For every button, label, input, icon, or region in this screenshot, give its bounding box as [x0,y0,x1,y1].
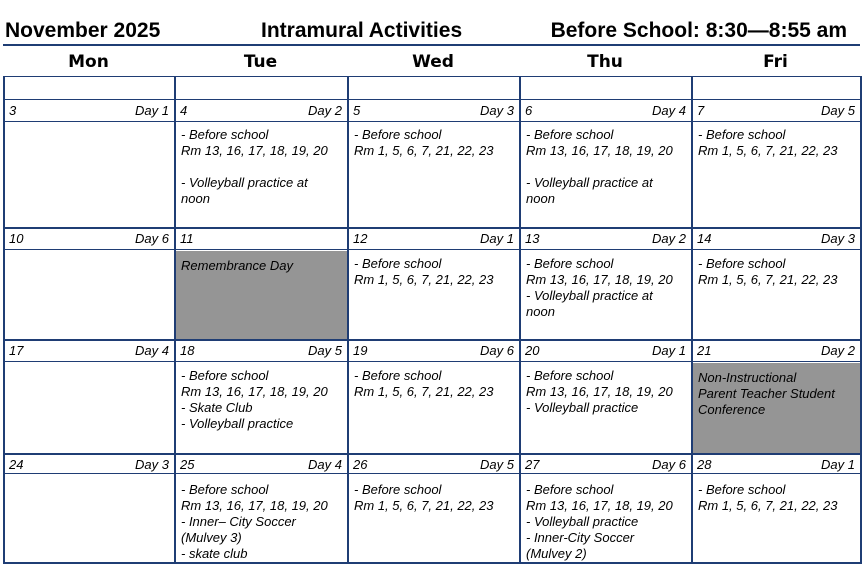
school-day-number: Day 3 [135,457,169,472]
event-text: - Inner-City Soccer [526,530,635,545]
event-text: - Skate Club [181,400,253,415]
date-header [693,454,860,476]
school-day-number: Day 3 [480,103,514,118]
event-text: - Before school [526,368,614,383]
date-number: 4 [180,103,188,118]
date-number: 17 [9,343,24,358]
event-text: Rm 1, 5, 6, 7, 21, 22, 23 [698,498,838,513]
school-day-number: Day 1 [480,231,514,246]
date-number: 13 [525,231,540,246]
event-cell [349,477,519,563]
event-text: Rm 13, 16, 17, 18, 19, 20 [181,384,328,399]
weekday-fri: Fri [763,52,788,72]
date-header [521,228,691,250]
spacer [526,159,691,175]
event-text: - Volleyball practice [526,400,639,415]
date-header [176,228,347,250]
calendar-header [0,0,865,44]
event-text: - Before school [526,127,614,142]
event-text: Rm 13, 16, 17, 18, 19, 20 [526,272,673,287]
date-number: 7 [697,103,705,118]
event-cell [693,251,860,339]
school-day-number: Day 6 [480,343,514,358]
event-text: - Volleyball practice at [526,288,653,303]
event-text: noon [526,304,555,319]
date-number: 6 [525,103,533,118]
event-text: - Before school [181,127,269,142]
event-text: Rm 13, 16, 17, 18, 19, 20 [181,498,328,513]
event-text: Rm 1, 5, 6, 7, 21, 22, 23 [354,272,494,287]
month-title: November 2025 [5,19,161,42]
event-cell [5,477,174,563]
date-number: 5 [353,103,361,118]
date-number: 10 [9,231,24,246]
date-header [349,340,519,362]
school-day-number: Day 1 [821,457,855,472]
event-cell-shaded [176,251,347,339]
date-header [521,100,691,122]
event-text: - Volleyball practice [181,416,294,431]
date-number: 28 [697,457,712,472]
event-text: - Before school [354,368,442,383]
weekday-wed: Wed [412,52,454,72]
date-header [176,340,347,362]
school-day-number: Day 5 [480,457,514,472]
event-text: - Before school [354,127,442,142]
date-number: 18 [180,343,195,358]
date-number: 11 [180,231,194,246]
event-text: Rm 1, 5, 6, 7, 21, 22, 23 [354,384,494,399]
event-cell [349,363,519,453]
date-header [693,100,860,122]
event-text: Rm 1, 5, 6, 7, 21, 22, 23 [354,143,494,158]
event-cell-shaded [693,363,860,453]
event-text: - Volleyball practice at [181,175,308,190]
school-day-number: Day 3 [821,231,855,246]
event-cell [5,363,174,453]
event-text: noon [181,191,210,206]
school-day-number: Day 6 [135,231,169,246]
weekday-thu: Thu [587,52,623,72]
event-cell [521,363,691,453]
event-text: - Before school [698,256,786,271]
date-number: 25 [180,457,195,472]
date-number: 12 [353,231,368,246]
event-cell [521,477,691,563]
school-day-number: Day 1 [652,343,686,358]
date-header [176,454,347,476]
date-header [5,228,174,250]
event-text: Rm 13, 16, 17, 18, 19, 20 [526,143,673,158]
event-text: Rm 13, 16, 17, 18, 19, 20 [526,384,673,399]
date-header [693,340,860,362]
date-number: 27 [525,457,540,472]
date-number: 3 [9,103,17,118]
event-text: Rm 1, 5, 6, 7, 21, 22, 23 [698,272,838,287]
date-number: 20 [525,343,540,358]
event-text: noon [526,191,555,206]
event-text: (Mulvey 3) [181,530,242,545]
school-day-number: Day 4 [135,343,169,358]
date-header [349,228,519,250]
grid-line [3,76,860,77]
event-text: (Mulvey 2) [526,546,587,561]
event-text: Rm 13, 16, 17, 18, 19, 20 [526,498,673,513]
date-header [521,454,691,476]
weekday-tue: Tue [243,52,278,72]
school-day-number: Day 6 [652,457,686,472]
event-text: Non-Instructional [698,370,797,385]
date-number: 14 [697,231,712,246]
event-text: - Before school [698,482,786,497]
calendar-title: Intramural Activities [261,19,463,42]
school-day-number: Day 5 [821,103,855,118]
date-header [521,340,691,362]
event-text: - Before school [354,256,442,271]
event-text: Rm 13, 16, 17, 18, 19, 20 [181,143,328,158]
date-header [693,228,860,250]
event-text: Conference [698,402,766,417]
grid-line [3,44,860,46]
event-text: - Before school [181,368,269,383]
school-day-number: Day 2 [308,103,342,118]
school-day-number: Day 4 [308,457,342,472]
event-cell [693,122,860,227]
weekday-mon: Mon [68,52,109,72]
date-header [176,100,347,122]
event-text: - Volleyball practice [526,514,639,529]
event-text: - Before school [698,127,786,142]
date-header [349,454,519,476]
date-number: 26 [353,457,368,472]
school-day-number: Day 2 [652,231,686,246]
event-cell [349,122,519,227]
event-cell [349,251,519,339]
event-text: Rm 1, 5, 6, 7, 21, 22, 23 [698,143,838,158]
event-text: - Before school [181,482,269,497]
event-cell [521,122,691,227]
event-cell [693,477,860,563]
date-header [349,100,519,122]
school-day-number: Day 1 [135,103,169,118]
event-cell [176,477,347,563]
grid-line [860,76,862,564]
date-number: 21 [697,343,712,358]
event-text: - Volleyball practice at [526,175,653,190]
school-day-number: Day 4 [652,103,686,118]
event-cell [5,251,174,339]
event-text: Rm 1, 5, 6, 7, 21, 22, 23 [354,498,494,513]
before-school-time: Before School: 8:30—8:55 am [550,19,847,42]
event-cell [521,251,691,339]
event-text: Parent Teacher Student [698,386,835,401]
date-header [5,100,174,122]
date-header [5,454,174,476]
event-text: - Before school [354,482,442,497]
date-header [5,340,174,362]
event-text: Remembrance Day [181,258,293,273]
event-text: - Inner– City Soccer [181,514,296,529]
date-number: 24 [9,457,24,472]
event-cell [176,122,347,227]
school-day-number: Day 5 [308,343,342,358]
event-text: - Before school [526,256,614,271]
school-day-number: Day 2 [821,343,855,358]
event-cell [176,363,347,453]
event-cell [5,122,174,227]
spacer [181,159,347,175]
event-text: - skate club [181,546,248,561]
event-text: - Before school [526,482,614,497]
date-number: 19 [353,343,368,358]
